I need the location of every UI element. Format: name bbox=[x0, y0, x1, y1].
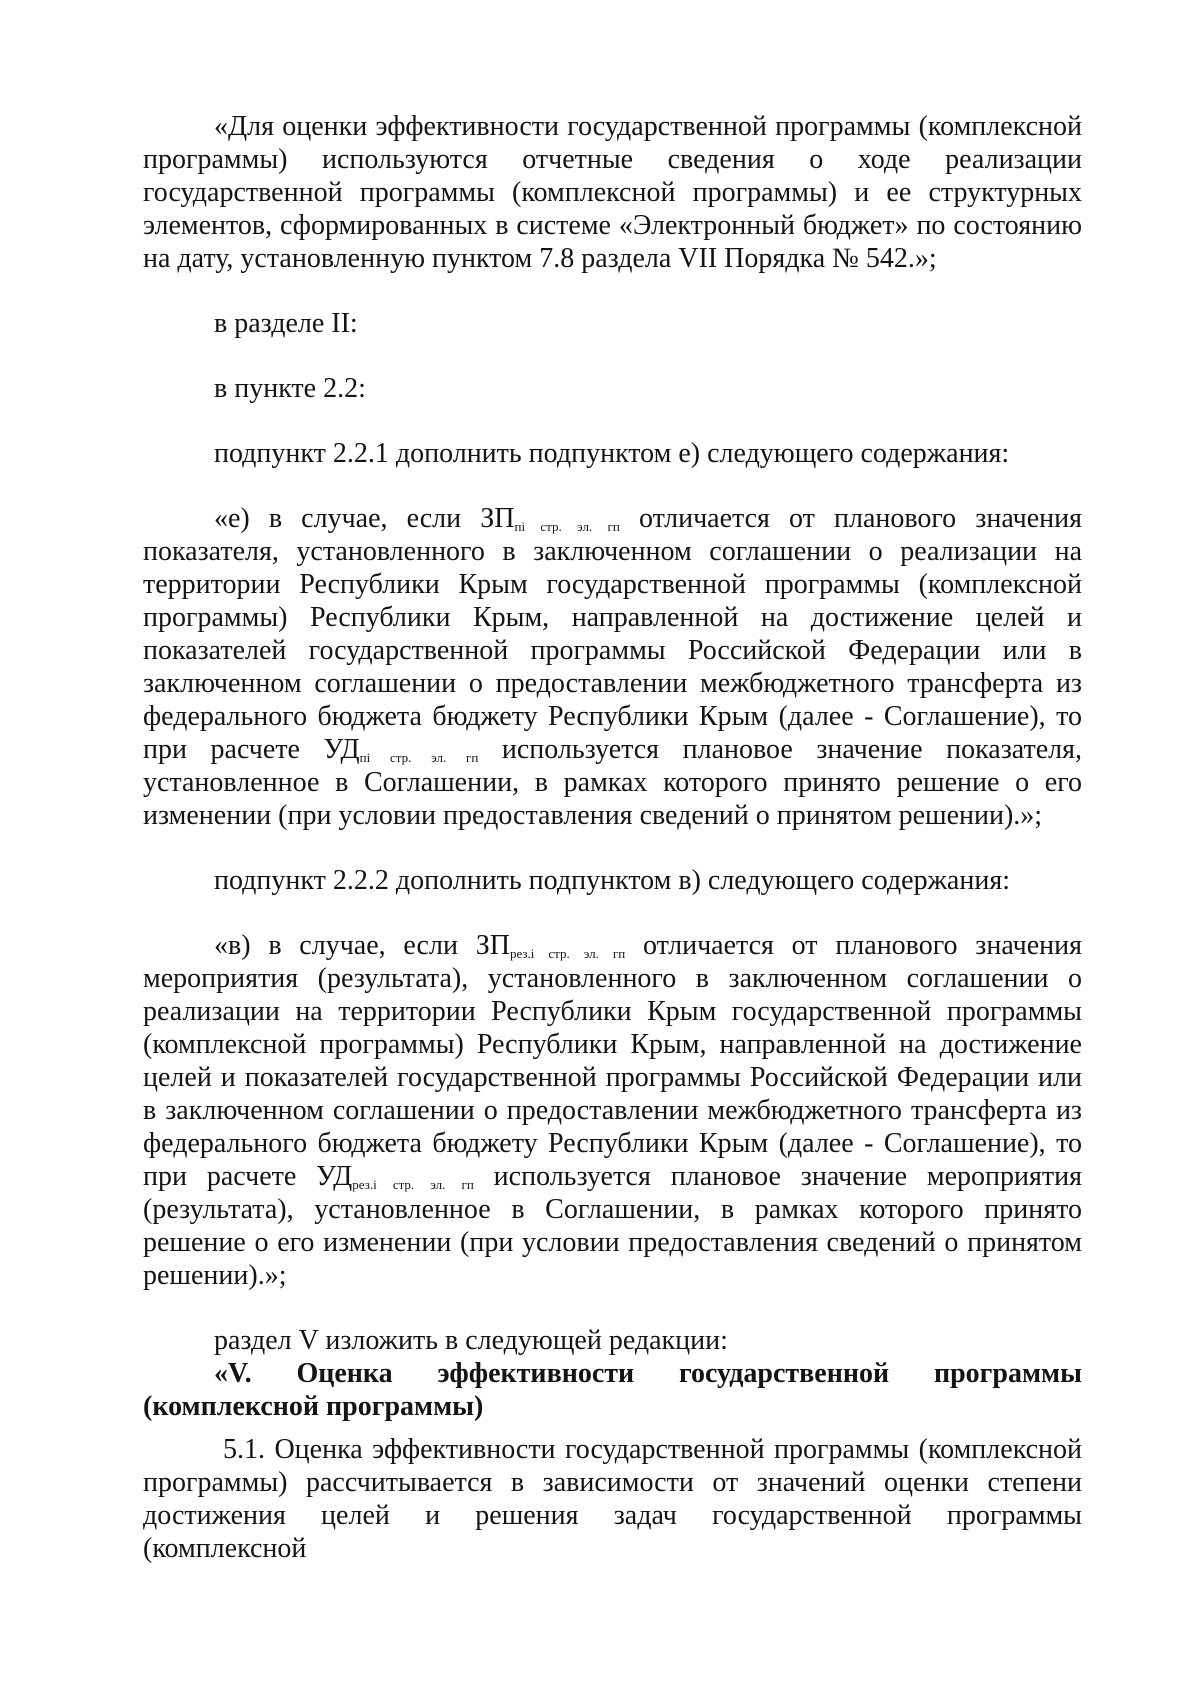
heading-word: «V. bbox=[214, 1358, 252, 1389]
document-page bbox=[143, 110, 1082, 1565]
section-heading bbox=[143, 1357, 1082, 1423]
text-segment: «е) в случае, если ЗП bbox=[214, 503, 515, 534]
paragraph-point-2-2: в пункте 2.2: bbox=[214, 373, 366, 404]
paragraph-section-2: в разделе II: bbox=[214, 308, 358, 339]
paragraph-subpoint-2-2-1: подпункт 2.2.1 дополнить подпунктом е) следующего содержания: bbox=[214, 438, 1010, 469]
paragraph-subpoint-e bbox=[143, 502, 1082, 832]
subscript: рез.i стр. эл. гп bbox=[509, 946, 626, 961]
heading-word: Оценка bbox=[296, 1358, 393, 1389]
paragraph-subpoint-v bbox=[143, 929, 1082, 1292]
heading-word: программы bbox=[933, 1358, 1082, 1389]
subscript: пi стр. эл. гп bbox=[514, 519, 620, 534]
text-segment: отличается от планового значения показателя, установленного в заключенном соглашении о реализации на территории Республики Крым государственной программы (комплексной программы) Республики Крым, направленной на достижение целей и показателей государственной программы Российской Федерации или в заключенном соглашении о предоставлении межбюджетного трансферта из федерального бюджета бюджету Республики Крым (далее - Соглашение), то при расчете УД bbox=[143, 503, 1082, 765]
paragraph-section-5: раздел V изложить в следующей редакции: bbox=[214, 1325, 728, 1356]
subscript: рез.i стр. эл. гп bbox=[352, 1177, 474, 1192]
text-segment: «в) в случае, если ЗП bbox=[214, 930, 510, 961]
paragraph-5-1: 5.1. Оценка эффективности государственной программы (комплексной программы) рассчитывается в зависимости от значений оценки степени достижения целей и решения задач государственной программы (комплексной bbox=[143, 1434, 1082, 1564]
text-segment: используется плановое значение показателя, установленное в Соглашении, в рамках которого принято решение о его изменении (при условии предоставления сведений о принятом решении).»; bbox=[143, 734, 1082, 831]
text-segment: отличается от планового значения мероприятия (результата), установленного в заключенном соглашении о реализации на территории Республики Крым государственной программы (комплексной программы) Республики Крым, направленной на достижение целей и показателей государственной программы Российской Федерации или в заключенном соглашении о предоставлении межбюджетного трансферта из федерального бюджета бюджету Республики Крым (далее - Соглашение), то при расчете УД bbox=[143, 930, 1082, 1192]
paragraph-intro: «Для оценки эффективности государственной программы (комплексной программы) используются отчетные сведения о ходе реализации государственной программы (комплексной программы) и ее структурных элементов, сформированных в системе «Электронный бюджет» по состоянию на дату, установленную пунктом 7.8 раздела VII Порядка № 542.»; bbox=[143, 111, 1082, 274]
text-segment: используется плановое значение мероприятия (результата), установленное в Соглашении, в рамках которого принято решение о его изменении (при условии предоставления сведений о принятом решении).»; bbox=[143, 1161, 1082, 1291]
subscript: пi стр. эл. гп bbox=[359, 750, 479, 765]
paragraph-subpoint-2-2-2: подпункт 2.2.2 дополнить подпунктом в) следующего содержания: bbox=[214, 865, 1010, 896]
heading-line-1 bbox=[143, 1357, 1082, 1390]
heading-word: государственной bbox=[678, 1358, 890, 1389]
heading-word: эффективности bbox=[437, 1358, 635, 1389]
heading-line-2: (комплексной программы) bbox=[143, 1391, 484, 1422]
